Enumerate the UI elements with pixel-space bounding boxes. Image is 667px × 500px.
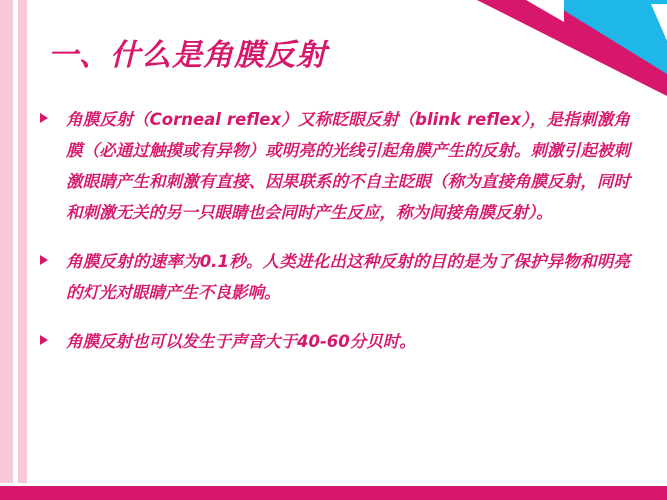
left-decor-stripe-outer xyxy=(0,0,13,500)
triangle-bullet-icon xyxy=(40,335,48,345)
corner-ribbon-decoration xyxy=(437,0,667,120)
list-item-text: 角膜反射（Corneal reflex）又称眨眼反射（blink reflex），是指刺激角膜（必通过触摸或有异物）或明亮的光线引起角膜产生的反射。刺激引起被刺激眼睛产生和刺激有直接、因果联系的不自主眨眼（称为直接角膜反射，同时和刺激无关的另一只眼睛也会同时产生反应，称为间接角膜反射）。 xyxy=(66,110,630,222)
list-item-text: 角膜反射也可以发生于声音大于40-60分贝时。 xyxy=(66,332,416,351)
list-item xyxy=(40,326,630,357)
corner-ribbon-cyan xyxy=(547,0,667,74)
bottom-accent-bar xyxy=(0,486,667,500)
corner-ribbon-slash xyxy=(651,4,667,64)
left-decor-stripe-inner xyxy=(18,0,27,500)
list-item xyxy=(40,104,630,228)
corner-ribbon-notch xyxy=(526,0,564,22)
list-item-text: 角膜反射的速率为0.1秒。人类进化出这种反射的目的是为了保护异物和明亮的灯光对眼睛产生不良影响。 xyxy=(66,252,630,302)
triangle-bullet-icon xyxy=(40,113,48,123)
triangle-bullet-icon xyxy=(40,255,48,265)
slide-body xyxy=(40,104,630,375)
slide-title: 一、什么是角膜反射 xyxy=(48,38,327,73)
list-item xyxy=(40,246,630,308)
